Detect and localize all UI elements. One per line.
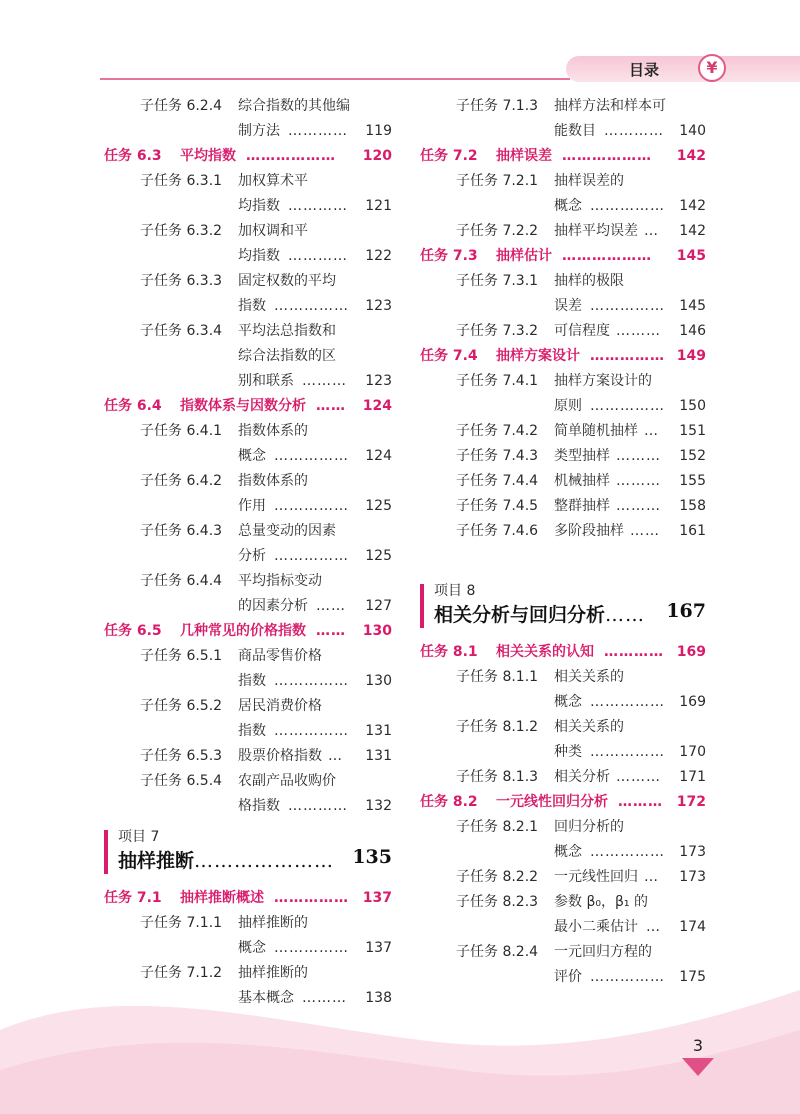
- toc-subtask-row[interactable]: [420, 119, 706, 144]
- toc-subtask-title: 指数: [238, 673, 266, 689]
- toc-task-row[interactable]: [420, 344, 706, 369]
- toc-task-title: 指数体系与因数分析: [180, 398, 306, 414]
- toc-subtask-title: 概念: [554, 844, 582, 860]
- toc-subtask-label: 子任务 7.4.3: [456, 448, 539, 464]
- toc-leader: ……………: [274, 940, 349, 956]
- toc-leader: ……………: [590, 298, 665, 314]
- toc-subtask-row[interactable]: [104, 94, 392, 119]
- toc-subtask-row[interactable]: [420, 715, 706, 740]
- toc-subtask-row[interactable]: [104, 519, 392, 544]
- toc-task-label: 任务 7.2: [420, 148, 478, 164]
- toc-leader: ……………: [590, 694, 665, 710]
- toc-subtask-row[interactable]: [104, 119, 392, 144]
- toc-subtask-label: 子任务 8.2.4: [456, 944, 539, 960]
- toc-page-number: 137: [362, 890, 392, 906]
- toc-leader: ……………: [274, 890, 349, 906]
- toc-subtask-title: 农副产品收购价: [238, 773, 336, 789]
- toc-subtask-title: 相关关系的: [554, 669, 624, 685]
- wave-decoration: [0, 960, 800, 1114]
- toc-subtask-title: 最小二乘估计: [554, 919, 638, 935]
- toc-subtask-row[interactable]: [104, 344, 392, 369]
- toc-subtask-label: 子任务 8.2.1: [456, 819, 539, 835]
- toc-subtask-title: 概念: [554, 198, 582, 214]
- toc-subtask-title: 别和联系: [238, 373, 294, 389]
- toc-subtask-label: 子任务 7.1.2: [140, 965, 223, 981]
- toc-leader: …: [644, 223, 659, 239]
- toc-subtask-title: 制方法: [238, 123, 280, 139]
- toc-page-number: 138: [365, 990, 392, 1006]
- toc-subtask-row[interactable]: [104, 169, 392, 194]
- toc-subtask-label: 子任务 7.4.6: [456, 523, 539, 539]
- project-title: 相关分析与回归分析: [434, 604, 606, 626]
- toc-subtask-row[interactable]: [420, 269, 706, 294]
- toc-page-number: 130: [365, 673, 392, 689]
- toc-leader: ……………: [590, 398, 665, 414]
- toc-subtask-row[interactable]: [420, 740, 706, 765]
- toc-left-column: [104, 94, 392, 1024]
- toc-page-number: 171: [679, 769, 706, 785]
- toc-leader: ………: [616, 498, 661, 514]
- toc-subtask-title: 抽样的极限: [554, 273, 624, 289]
- yen-icon: ¥: [698, 54, 726, 82]
- toc-subtask-label: 子任务 6.5.4: [140, 773, 223, 789]
- toc-subtask-row[interactable]: [420, 419, 706, 444]
- toc-subtask-title: 整群抽样: [554, 498, 610, 514]
- toc-subtask-row[interactable]: [420, 219, 706, 244]
- toc-task-label: 任务 7.4: [420, 348, 478, 364]
- project-label: 项目 8: [434, 583, 476, 599]
- toc-task-title: 抽样推断概述: [180, 890, 264, 906]
- toc-subtask-label: 子任务 7.3.1: [456, 273, 539, 289]
- toc-subtask-label: 子任务 8.1.1: [456, 669, 539, 685]
- toc-subtask-title: 一元回归方程的: [554, 944, 652, 960]
- toc-task-label: 任务 7.3: [420, 248, 478, 264]
- project-accent-bar: [420, 584, 424, 628]
- toc-task-label: 任务 6.3: [104, 148, 162, 164]
- page-triangle-icon: [682, 1058, 714, 1078]
- toc-subtask-row[interactable]: [420, 319, 706, 344]
- toc-leader: ……………: [590, 198, 665, 214]
- toc-subtask-row[interactable]: [420, 169, 706, 194]
- toc-subtask-title: 总量变动的因素: [238, 523, 336, 539]
- toc-subtask-row[interactable]: [104, 319, 392, 344]
- toc-leader: ……………: [274, 723, 349, 739]
- toc-subtask-row[interactable]: [104, 294, 392, 319]
- toc-subtask-title: 综合法指数的区: [238, 348, 336, 364]
- toc-page-number: 132: [365, 798, 392, 814]
- toc-subtask-title: 平均指标变动: [238, 573, 322, 589]
- toc-subtask-row[interactable]: [104, 794, 392, 819]
- project-accent-bar: [104, 830, 108, 874]
- toc-leader: ………………: [562, 148, 652, 164]
- toc-subtask-row[interactable]: [104, 269, 392, 294]
- toc-subtask-row[interactable]: [420, 469, 706, 494]
- toc-subtask-row[interactable]: [104, 769, 392, 794]
- toc-subtask-title: 原则: [554, 398, 582, 414]
- toc-task-title: 平均指数: [180, 148, 236, 164]
- toc-leader: ………: [616, 473, 661, 489]
- toc-subtask-title: 抽样平均误差: [554, 223, 638, 239]
- toc-subtask-row[interactable]: [420, 369, 706, 394]
- toc-subtask-row[interactable]: [420, 394, 706, 419]
- toc-page-number: 124: [362, 398, 392, 414]
- toc-subtask-label: 子任务 8.1.2: [456, 719, 539, 735]
- toc-task-label: 任务 8.1: [420, 644, 478, 660]
- toc-leader: ………………: [246, 148, 336, 164]
- toc-subtask-label: 子任务 6.3.1: [140, 173, 223, 189]
- toc-subtask-label: 子任务 6.2.4: [140, 98, 223, 114]
- toc-subtask-title: 格指数: [238, 798, 280, 814]
- toc-subtask-title: 相关分析: [554, 769, 610, 785]
- toc-leader: ……………: [274, 298, 349, 314]
- toc-subtask-row[interactable]: [420, 665, 706, 690]
- toc-subtask-title: 指数: [238, 723, 266, 739]
- toc-subtask-row[interactable]: [420, 444, 706, 469]
- toc-subtask-row[interactable]: [104, 569, 392, 594]
- toc-subtask-row[interactable]: [420, 494, 706, 519]
- toc-task-row[interactable]: [420, 640, 706, 665]
- toc-page-number: 121: [365, 198, 392, 214]
- toc-subtask-title: 多阶段抽样: [554, 523, 624, 539]
- toc-subtask-title: 抽样误差的: [554, 173, 624, 189]
- project-page-number: 135: [352, 846, 392, 868]
- toc-subtask-row[interactable]: [420, 194, 706, 219]
- toc-subtask-label: 子任务 6.4.1: [140, 423, 223, 439]
- toc-subtask-row[interactable]: [104, 669, 392, 694]
- toc-subtask-label: 子任务 7.1.3: [456, 98, 539, 114]
- toc-page-number: 130: [362, 623, 392, 639]
- toc-leader: …………: [604, 123, 664, 139]
- project-label: 项目 7: [118, 829, 160, 845]
- toc-subtask-row[interactable]: [104, 936, 392, 961]
- toc-page-number: 172: [676, 794, 706, 810]
- toc-subtask-label: 子任务 6.3.2: [140, 223, 223, 239]
- toc-subtask-row[interactable]: [104, 244, 392, 269]
- toc-subtask-title: 种类: [554, 744, 582, 760]
- toc-task-title: 几种常见的价格指数: [180, 623, 306, 639]
- toc-page-number: 119: [365, 123, 392, 139]
- toc-subtask-title: 参数 β₀，β₁ 的: [554, 894, 648, 910]
- toc-subtask-row[interactable]: [420, 690, 706, 715]
- toc-leader: …………: [288, 248, 348, 264]
- toc-subtask-row[interactable]: [104, 419, 392, 444]
- toc-subtask-label: 子任务 7.4.5: [456, 498, 539, 514]
- project-title-line: [118, 846, 334, 873]
- toc-task-label: 任务 8.2: [420, 794, 478, 810]
- toc-page-number: 173: [679, 844, 706, 860]
- toc-task-row[interactable]: [420, 244, 706, 269]
- toc-subtask-label: 子任务 7.2.1: [456, 173, 539, 189]
- toc-subtask-row[interactable]: [104, 194, 392, 219]
- toc-page-number: 145: [676, 248, 706, 264]
- toc-page-number: 123: [365, 373, 392, 389]
- toc-task-title: 抽样方案设计: [496, 348, 580, 364]
- toc-leader: ……: [316, 598, 346, 614]
- toc-leader: …………………: [194, 850, 335, 872]
- toc-leader: ……………: [590, 348, 665, 364]
- toc-page-number: 158: [679, 498, 706, 514]
- toc-leader: ………………: [562, 248, 652, 264]
- toc-subtask-row[interactable]: [104, 494, 392, 519]
- toc-leader: ……………: [274, 673, 349, 689]
- toc-subtask-title: 类型抽样: [554, 448, 610, 464]
- toc-page-number: 170: [679, 744, 706, 760]
- toc-page-number: 125: [365, 498, 392, 514]
- toc-page-number: 146: [679, 323, 706, 339]
- toc-subtask-title: 概念: [238, 448, 266, 464]
- toc-subtask-title: 的因素分析: [238, 598, 308, 614]
- toc-leader: ………: [616, 448, 661, 464]
- toc-page-number: 161: [679, 523, 706, 539]
- toc-subtask-row[interactable]: [104, 719, 392, 744]
- toc-subtask-row[interactable]: [104, 369, 392, 394]
- toc-subtask-title: 作用: [238, 498, 266, 514]
- toc-page-number: 123: [365, 298, 392, 314]
- toc-leader: ……………: [590, 844, 665, 860]
- toc-subtask-label: 子任务 6.5.3: [140, 748, 223, 764]
- toc-subtask-label: 子任务 8.2.3: [456, 894, 539, 910]
- toc-subtask-row[interactable]: [420, 519, 706, 544]
- toc-page-number: 120: [362, 148, 392, 164]
- toc-subtask-row[interactable]: [420, 865, 706, 890]
- toc-subtask-title: 误差: [554, 298, 582, 314]
- toc-subtask-title: 一元线性回归: [554, 869, 638, 885]
- toc-subtask-label: 子任务 6.3.3: [140, 273, 223, 289]
- page-title: 目录: [628, 61, 659, 79]
- toc-subtask-title: 概念: [238, 940, 266, 956]
- toc-leader: …………: [288, 198, 348, 214]
- toc-subtask-label: 子任务 8.2.2: [456, 869, 539, 885]
- toc-page-number: 155: [679, 473, 706, 489]
- project-title-line: [434, 600, 645, 627]
- toc-subtask-row[interactable]: [104, 644, 392, 669]
- toc-subtask-row[interactable]: [420, 815, 706, 840]
- toc-subtask-title: 均指数: [238, 248, 280, 264]
- toc-leader: ……………: [274, 548, 349, 564]
- toc-task-row[interactable]: [104, 886, 392, 911]
- toc-subtask-title: 指数体系的: [238, 473, 308, 489]
- toc-leader: …: [646, 919, 661, 935]
- toc-leader: ……………: [590, 744, 665, 760]
- project-title: 抽样推断: [118, 850, 195, 872]
- toc-subtask-row[interactable]: [104, 544, 392, 569]
- toc-subtask-label: 子任务 7.4.2: [456, 423, 539, 439]
- toc-subtask-row[interactable]: [104, 744, 392, 769]
- toc-subtask-title: 评价: [554, 969, 582, 985]
- toc-leader: …………: [604, 644, 664, 660]
- toc-subtask-label: 子任务 8.1.3: [456, 769, 539, 785]
- toc-task-title: 一元线性回归分析: [496, 794, 608, 810]
- toc-page-number: 142: [679, 223, 706, 239]
- toc-page-number: 152: [679, 448, 706, 464]
- toc-subtask-label: 子任务 7.2.2: [456, 223, 539, 239]
- toc-subtask-row[interactable]: [104, 444, 392, 469]
- header-rule: [100, 78, 570, 80]
- toc-page-number: 151: [679, 423, 706, 439]
- project-page-number: 167: [666, 600, 706, 622]
- toc-subtask-title: 回归分析的: [554, 819, 624, 835]
- toc-page-number: 125: [365, 548, 392, 564]
- toc-subtask-title: 抽样方案设计的: [554, 373, 652, 389]
- toc-task-label: 任务 6.4: [104, 398, 162, 414]
- toc-subtask-title: 平均法总指数和: [238, 323, 336, 339]
- toc-subtask-title: 简单随机抽样: [554, 423, 638, 439]
- toc-subtask-title: 抽样方法和样本可: [554, 98, 666, 114]
- toc-leader: ………: [618, 794, 663, 810]
- toc-leader: ……: [316, 623, 346, 639]
- toc-subtask-label: 子任务 6.4.4: [140, 573, 223, 589]
- toc-page-number: 145: [679, 298, 706, 314]
- toc-subtask-title: 基本概念: [238, 990, 294, 1006]
- toc-subtask-title: 均指数: [238, 198, 280, 214]
- toc-subtask-title: 加权调和平: [238, 223, 308, 239]
- toc-subtask-row[interactable]: [420, 840, 706, 865]
- toc-subtask-row[interactable]: [104, 911, 392, 936]
- toc-subtask-label: 子任务 6.5.2: [140, 698, 223, 714]
- toc-task-title: 相关关系的认知: [496, 644, 594, 660]
- toc-project-heading[interactable]: [420, 580, 706, 630]
- toc-subtask-title: 可信程度: [554, 323, 610, 339]
- toc-page-number: 140: [679, 123, 706, 139]
- toc-page-number: 142: [676, 148, 706, 164]
- toc-subtask-row[interactable]: [420, 294, 706, 319]
- toc-page-number: 175: [679, 969, 706, 985]
- toc-task-row[interactable]: [104, 619, 392, 644]
- toc-leader: ………: [616, 769, 661, 785]
- page-number: 3: [692, 1036, 704, 1055]
- toc-task-row[interactable]: [104, 144, 392, 169]
- toc-page-number: 169: [679, 694, 706, 710]
- toc-leader: …………: [288, 798, 348, 814]
- toc-subtask-title: 相关关系的: [554, 719, 624, 735]
- toc-subtask-row[interactable]: [104, 219, 392, 244]
- toc-leader: ……………: [274, 448, 349, 464]
- toc-subtask-row[interactable]: [420, 915, 706, 940]
- toc-leader: ……: [630, 523, 660, 539]
- toc-leader: …………: [288, 123, 348, 139]
- toc-subtask-title: 股票价格指数: [238, 748, 322, 764]
- toc-page-number: 173: [679, 869, 706, 885]
- toc-subtask-label: 子任务 6.5.1: [140, 648, 223, 664]
- toc-task-title: 抽样估计: [496, 248, 552, 264]
- toc-leader: ……: [605, 604, 646, 626]
- toc-page-number: 131: [365, 748, 392, 764]
- toc-page-number: 131: [365, 723, 392, 739]
- toc-subtask-title: 机械抽样: [554, 473, 610, 489]
- toc-subtask-row[interactable]: [420, 765, 706, 790]
- toc-leader: ………: [616, 323, 661, 339]
- toc-leader: ……………: [274, 498, 349, 514]
- toc-task-title: 抽样误差: [496, 148, 552, 164]
- toc-subtask-label: 子任务 7.3.2: [456, 323, 539, 339]
- toc-leader: ………: [302, 373, 347, 389]
- toc-subtask-title: 指数体系的: [238, 423, 308, 439]
- toc-subtask-row[interactable]: [104, 694, 392, 719]
- toc-task-row[interactable]: [104, 394, 392, 419]
- toc-subtask-title: 固定权数的平均: [238, 273, 336, 289]
- toc-subtask-label: 子任务 6.4.2: [140, 473, 223, 489]
- toc-leader: ………: [302, 990, 347, 1006]
- toc-subtask-title: 能数目: [554, 123, 596, 139]
- toc-page-number: 137: [365, 940, 392, 956]
- toc-subtask-row[interactable]: [104, 594, 392, 619]
- toc-subtask-title: 分析: [238, 548, 266, 564]
- toc-page-number: 150: [679, 398, 706, 414]
- toc-subtask-title: 概念: [554, 694, 582, 710]
- toc-leader: …: [644, 423, 659, 439]
- toc-subtask-title: 商品零售价格: [238, 648, 322, 664]
- toc-leader: ……: [316, 398, 346, 414]
- toc-subtask-label: 子任务 6.3.4: [140, 323, 223, 339]
- toc-subtask-title: 居民消费价格: [238, 698, 322, 714]
- toc-leader: …: [644, 869, 659, 885]
- toc-subtask-row[interactable]: [104, 469, 392, 494]
- toc-subtask-title: 加权算术平: [238, 173, 308, 189]
- toc-right-column: [420, 94, 706, 1024]
- toc-subtask-label: 子任务 7.4.4: [456, 473, 539, 489]
- toc-subtask-label: 子任务 7.4.1: [456, 373, 539, 389]
- toc-task-label: 任务 6.5: [104, 623, 162, 639]
- toc-leader: ……………: [590, 969, 665, 985]
- toc-page-number: 169: [676, 644, 706, 660]
- toc-page-number: 149: [676, 348, 706, 364]
- toc-subtask-label: 子任务 6.4.3: [140, 523, 223, 539]
- toc-subtask-row[interactable]: [420, 890, 706, 915]
- toc-page-number: 142: [679, 198, 706, 214]
- toc-task-row[interactable]: [420, 144, 706, 169]
- toc-subtask-row[interactable]: [420, 94, 706, 119]
- toc-project-heading[interactable]: [104, 826, 392, 876]
- toc-task-row[interactable]: [420, 790, 706, 815]
- toc-task-label: 任务 7.1: [104, 890, 162, 906]
- toc-subtask-title: 抽样推断的: [238, 915, 308, 931]
- toc-page-number: 174: [679, 919, 706, 935]
- toc-page-number: 122: [365, 248, 392, 264]
- toc-leader: …: [328, 748, 343, 764]
- toc-subtask-label: 子任务 7.1.1: [140, 915, 223, 931]
- toc-subtask-title: 指数: [238, 298, 266, 314]
- toc-subtask-title: 综合指数的其他编: [238, 98, 350, 114]
- toc-page-number: 127: [365, 598, 392, 614]
- toc-subtask-title: 抽样推断的: [238, 965, 308, 981]
- toc-page-number: 124: [365, 448, 392, 464]
